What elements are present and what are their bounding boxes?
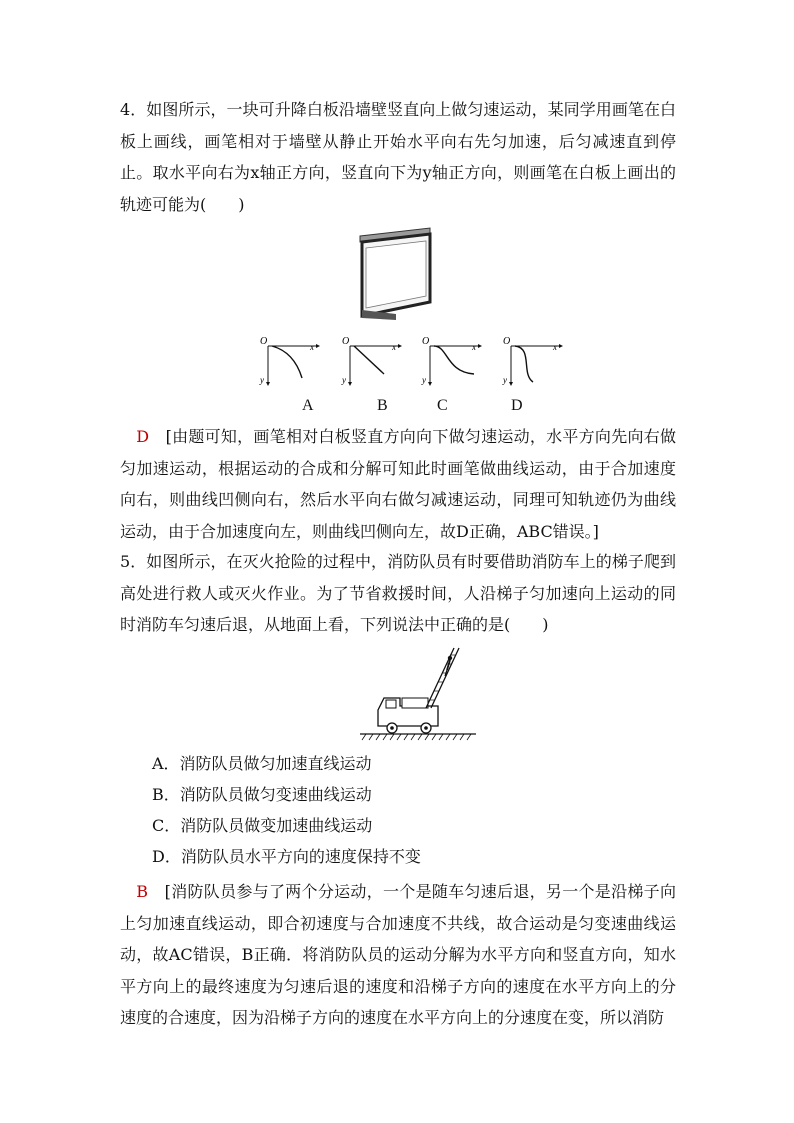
answer-letter: D [136, 427, 150, 446]
fire-truck-illustration [346, 642, 482, 746]
origin-label: O [342, 336, 350, 347]
option-label-c: C [437, 397, 448, 414]
y-axis-label: y [422, 375, 426, 385]
trajectory-line [354, 346, 384, 374]
origin-label: O [260, 336, 268, 347]
x-axis-label: x [472, 342, 476, 352]
y-axis-label: y [260, 375, 264, 385]
option-graph-c [418, 334, 484, 388]
trajectory-curve [515, 346, 533, 382]
option-c: C．消防队员做变加速曲线运动 [152, 816, 373, 835]
option-b: B．消防队员做匀变速曲线运动 [152, 785, 372, 804]
x-axis-label: x [310, 342, 314, 352]
origin-label: O [503, 336, 511, 347]
option-d: D．消防队员水平方向的速度保持不变 [152, 847, 421, 866]
option-a: A．消防队员做匀加速直线运动 [152, 754, 372, 773]
answer-letter: B [136, 882, 149, 901]
option-label-a: A [302, 397, 314, 414]
question-4-answer [120, 421, 676, 547]
x-axis-label: x [553, 342, 557, 352]
trajectory-curve [272, 346, 302, 378]
question-5-answer [120, 876, 676, 1034]
question-4-stem: 4．如图所示，一块可升降白板沿墙壁竖直向上做匀速运动，某同学用画笔在白板上画线，画笔相对于墙壁从静止开始水平向右先匀加速，后匀减速直到停止。取水平向右为x轴正方向，竖直向下为y轴正方向，则画笔在白板上画出的轨迹可能为( ) [120, 100, 676, 214]
whiteboard-illustration [356, 226, 432, 320]
question-5-stem: 5．如图所示，在灭火抢险的过程中，消防队员有时要借助消防车上的梯子爬到高处进行救人或灭火作业。为了节省救援时间，人沿梯子匀加速向上运动的同时消防车匀速后退，从地面上看，下列说法中正确的是( ) [120, 552, 676, 634]
trajectory-curve [434, 346, 474, 374]
option-graph-a [256, 334, 322, 388]
option-graph-d [499, 334, 565, 388]
x-axis-label: x [392, 342, 396, 352]
option-label-d: D [511, 397, 523, 414]
option-graph-b [338, 334, 404, 388]
origin-label: O [422, 336, 430, 347]
option-label-b: B [377, 397, 388, 414]
answer-explanation: [由题可知，画笔相对白板竖直方向向下做匀速运动，水平方向先向右做匀加速运动，根据运动的合成和分解可知此时画笔做曲线运动，由于合加速度向右，则曲线凹侧向右，然后水平向右做匀减速运动，同理可知轨迹仍为曲线运动，由于合加速度向左，则曲线凹侧向左，故D正确，ABC错误。] [120, 427, 676, 541]
y-axis-label: y [342, 375, 346, 385]
answer-explanation: [消防队员参与了两个分运动，一个是随车匀速后退，另一个是沿梯子向上匀加速直线运动，即合初速度与合加速度不共线，故合运动是匀变速曲线运动，故AC错误，B正确．将消防队员的运动分解为水平方向和竖直方向，知水平方向上的最终速度为匀速后退的速度和沿梯子方向的速度在水平方向上的分速度的合速度，因为沿梯子方向的速度在水平方向上的分速度在变，所以消防 [120, 882, 676, 1027]
y-axis-label: y [503, 375, 507, 385]
